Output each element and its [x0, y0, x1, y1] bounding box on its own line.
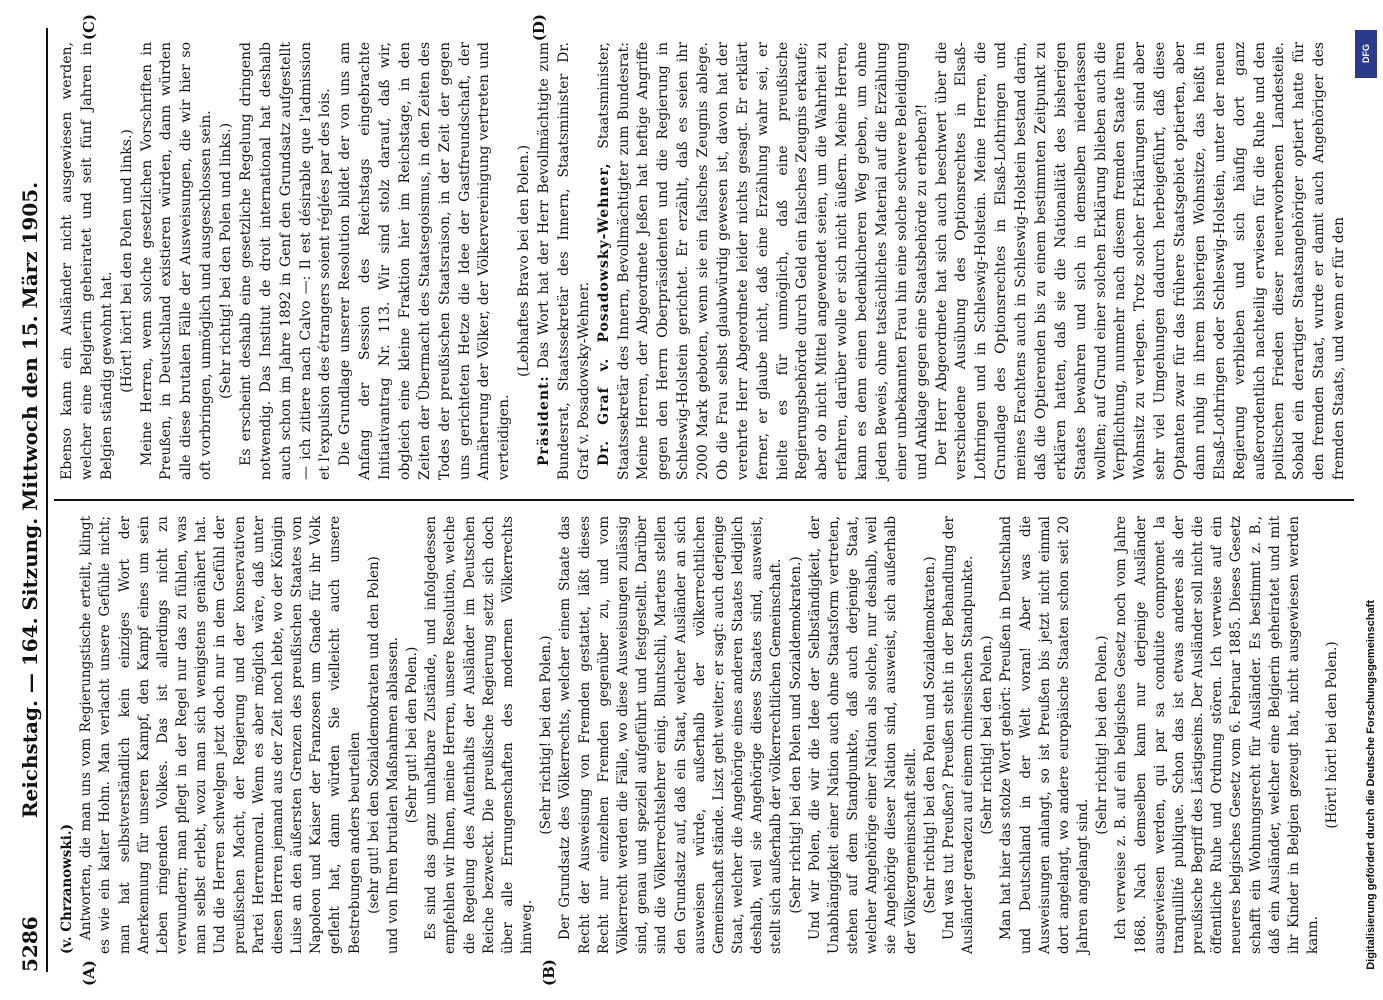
- left-column: [58, 516, 1343, 954]
- paragraph: Der Grundsatz des Völkerrechts, welcher einem Staate das Recht der Ausweisung von Fremden gestattet, läßt dieses Recht nur einzelnen Fremden gegenüber zu, und vom Völkerrecht werden die Fälle, wo diese Ausweisungen zulässig sind, genau und speziell aufgeführt und festgestellt. Darüber sind die Völkerrechtslehrer einig. Bluntschli, Martens stellen den Grundsatz auf, daß ein Staat, welcher Ausländer an sich ausweisen würde, außerhalb der völkerrechtlichen Gemeinschaft stände. Liszt geht weiter; er sagt: auch derjenige Staat, welcher die Angehörige eines anderen Staates lediglich deshalb, weil sie Angehörige dieses Staates sind, ausweist, stellt sich außerhalb der völkerrechtlichen Gemeinschaft.: [557, 516, 785, 954]
- paragraph: Ebenso kann ein Ausländer nicht ausgewiesen werden, welcher eine Belgierin geheiratet und seit fünf Jahren in Belgien ständig gewohnt hat.: [59, 42, 115, 480]
- interjection: (Sehr richtig! bei den Polen und Sozialdemokraten.): [787, 556, 804, 914]
- speaker-heading: (v. Chrzanowski.): [59, 824, 75, 954]
- speaker-name: Präsident:: [536, 375, 552, 466]
- margin-mark-a: (A): [80, 960, 98, 986]
- column-divider: [54, 499, 1354, 501]
- paragraph: Es sind das ganz unhaltbare Zustände, und infolgedessen empfehlen wir Ihnen, meine Herren, unsere Resolution, welche die Regelung des Aufenthalts der Ausländer im Deutschen Reiche bezweckt. Die preußische Regierung setzt sich doch über alle Errungenschaften des modernen Völkerrechts hinweg.: [423, 516, 536, 954]
- paragraph: Und wir Polen, die wir die Idee der Selbständigkeit, der Unabhängigkeit einer Nation auch ohne Staatsform vertreten, stehen auf dem Standpunkte, daß auch derjenige Staat, welcher Angehörige einer Nation als solche, nur deshalb, weil sie Angehörige dieser Nation sind, ausweist, sich außerhalb der Völkergemeinschaft stellt.: [806, 516, 919, 954]
- paragraph: Und was tut Preußen? Preußen steht in der Behandlung der Ausländer geradezu auf einem chinesischen Standpunkte.: [940, 516, 977, 954]
- speech-text: Das Wort hat der Herr Bevollmächtigte zum Bundesrat, Staatssekretär des Innern, Staatsminister Dr. Graf v. Posadowsky-Wehner.: [536, 42, 592, 480]
- interjection: (Sehr richtig! bei den Polen.): [538, 635, 555, 835]
- interjection: (Sehr gut! bei den Polen.): [404, 646, 421, 824]
- interjection: (Hört! hört! bei den Polen.): [1324, 641, 1341, 829]
- dfg-logo: DFG: [1355, 30, 1377, 78]
- paragraph: Die Grundlage unserer Resolution bildet der von uns am Anfang der Session des Reichstags eingebrachte Initiativantrag Nr. 113. Wir sind stolz darauf, daß wir, obgleich eine kleine Fraktion hier im Reichstage, in den Zeiten der Übermacht des Staatsegoismus, in den Zeiten des Todes der preußischen Staatsraison, in der Zeit der gegen uns gerichteten Hetze die Idee der Gastfreundschaft, der Annäherung der Völker, der Völkervereinigung vertreten und verteidigen.: [337, 42, 513, 480]
- page-header: [12, 28, 48, 972]
- paragraph: Der Herr Abgeordnete hat sich auch beschwert über die verschiedene Ausübung des Optionsrechtes in Elsaß-Lothringen und in Schleswig-Holstein. Meine Herren, die Grundlage des Optionsrechtes in Elsaß-Lothringen und meines Erachtens auch in Schleswig-Holstein bestand darin, daß die Optierenden bis zu einem bestimmten Zeitpunkt zu erklären hatten, daß sie die Nationalität des bisherigen Staates bewahren und sich in demselben niederlassen wollten; auf Grund einer solchen Erklärung blieben auch die Verpflichtung, nunmehr nach diesem fremden Staate ihren Wohnsitz zu verlegen. Trotz solcher Erklärungen sind aber sehr viel Umgehungen dadurch herbeigeführt, daß diese Optanten zwar für das frühere Staatsgebiet optierten, aber dann ruhig in ihrem bisherigen Wohnsitze, das heißt in Elsaß-Lothringen oder Schleswig-Holstein, unter der neuen Regierung verblieben und sich häufig dort ganz außerordentlich nachteilig erwiesen für die Ruhe und den politischen Frieden dieser neuerworbenen Landesteile. Sobald ein derartiger Staatsangehöriger optiert hatte für den fremden Staat, wurde er damit auch Angehöriger des fremden Staats, und wenn er für den: [933, 42, 1347, 480]
- interjection: (Sehr richtig! bei den Polen und links.): [218, 122, 234, 400]
- speech-text: Staatsminister, Staatssekretär des Innern, Bevollmächtigter zum Bundesrat: Meine Herren, der Abgeordnete Jeßen hat heftige Angriffe gegen den Herrn Oberpräsidenten und die Regierung in Schleswig-Holstein gerichtet. Er erzählt, daß es seien ihr 2000 Mark geboten, wenn sie ein falsches Zeugnis ablege. Ob die Frau selbst glaubwürdig gewesen ist, davon hat der verehrte Herr Abgeordnete leider nichts gesagt. Er erklärt ferner, er glaube nicht, daß eine Erzählung wahr sei, er hielte es für unmöglich, daß eine preußische Regierungsbehörde durch Geld ein falsches Zeugnis erkaufe; aber ob nicht Mittel angewendet seien, um die Wahrheit zu erfahren, darüber wolle er sich nicht äußern. Meine Herren, kann es denn einen bedenklicheren Weg geben, um ohne jeden Beweis, ohne tatsächliches Material auf die Erzählung einer unbekannten Frau hin eine solche schwere Beleidigung und Anklage gegen eine Staatsbehörde zu erheben?!: [595, 42, 930, 480]
- margin-mark-d: (D): [530, 14, 548, 42]
- paragraph: Meine Herren, wenn solche gesetzlichen Vorschriften in Preußen, in Deutschland existieren würden, dann würden alle diese brutalen Fälle der Ausweisungen, die wir hier so oft vorbringen, unmöglich und ausgeschlossen sein.: [138, 42, 215, 480]
- interjection: (Hört! hört! bei den Polen und links.): [118, 129, 135, 393]
- speech-paragraph: [535, 42, 595, 480]
- paragraph: Ich verweise z. B. auf ein belgisches Gesetz noch vom Jahre 1868. Nach demselben kann nur derjenige Ausländer ausgewiesen werden, qui par sa conduite compromet la tranquillité publique. Schon das ist etwas anderes als der preußische Begriff des Lästigseins. Der Ausländer soll nicht die öffentliche Ruhe und Ordnung stören. Ich verweise auf ein neueres belgisches Gesetz vom 6. Februar 1885. Dieses Gesetz schafft ein Wohnungsrecht für Ausländer. Es bestimmt z. B., daß ein Ausländer, welcher eine Belgierin geheiratet und mit ihr Kinder in Belgien gezeugt hat, nicht ausgewiesen werden kann.: [1113, 516, 1322, 954]
- interjection: (Sehr richtig! bei den Polen und Sozialdemokraten.): [921, 556, 938, 914]
- right-column: [58, 42, 1350, 480]
- digitization-credit: [1351, 30, 1377, 970]
- interjection: (sehr gut! bei den Sozialdemokraten und den Polen): [365, 556, 382, 914]
- credit-text: Digitalisierung gefördert durch die Deutsche Forschungsgemeinschaft: [1365, 600, 1377, 970]
- margin-mark-c: (C): [80, 14, 98, 41]
- interjection: (Sehr richtig! bei den Polen.): [1094, 635, 1111, 835]
- paragraph: Antworten, die man uns vom Regierungstische erteilt, klingt es wie ein kalter Hohn. Man verlacht unsere Gefühle nicht; man hat selbstverständlich kein einziges Wort der Anerkennung für unseren Kampf, den Kampf eines um sein Leben ringenden Volkes. Das ist allerdings nicht zu verwundern; man pflegt in der Regel nur das zu fühlen, was man selbst erlebt, wozu man sich wenigstens genähert hat. Und die Herren schwelgen jetzt doch nur in dem Gefühl der preußischen Macht, der Regierung und der konservativen Partei Herrenmoral. Wenn es aber möglich wäre, daß unter diesen Herren jemand aus der Zeit noch lebte, wo der Königin Luise an den äußersten Grenzen des preußischen Staates von Napoleon und Kaiser der Franzosen um Gnade für ihr Volk gefleht hat, dann würden Sie vielleicht auch unsere Bestrebungen anders beurteilen: [78, 516, 363, 954]
- page-number: 5286: [18, 916, 42, 972]
- speaker-name: Dr. Graf v. Posadowsky-Wehner,: [595, 162, 612, 466]
- margin-mark-b: (B): [540, 959, 558, 986]
- running-title: Reichstag. — 164. Sitzung. Mittwoch den 15. März 1905.: [18, 181, 42, 819]
- paragraph: Es erscheint deshalb eine gesetzliche Regelung dringend notwendig. Das Institut de droit international hat deshalb auch schon im Jahre 1892 in Genf den Grundsatz aufgestellt — ich zitiere nach Calvo —: Il est désirable que l'admission et l'expulsion des étrangers soient réglées par des lois.: [237, 42, 334, 480]
- paragraph: Man hat hier das stolze Wort gehört: Preußen in Deutschland und Deutschland in der Welt voran! Aber was die Ausweisungen anlangt, so ist Preußen bis jetzt nicht einmal dort angelangt, wo andere europäische Staaten schon seit 20 Jahren angelangt sind.: [998, 516, 1092, 954]
- paragraph: und von Ihren brutalen Maßnahmen ablassen.: [384, 636, 401, 954]
- interjection: (Sehr richtig! bei den Polen.): [979, 635, 996, 835]
- interjection: (Lebhaftes Bravo bei den Polen.): [516, 144, 533, 378]
- speech-paragraph: [595, 42, 933, 480]
